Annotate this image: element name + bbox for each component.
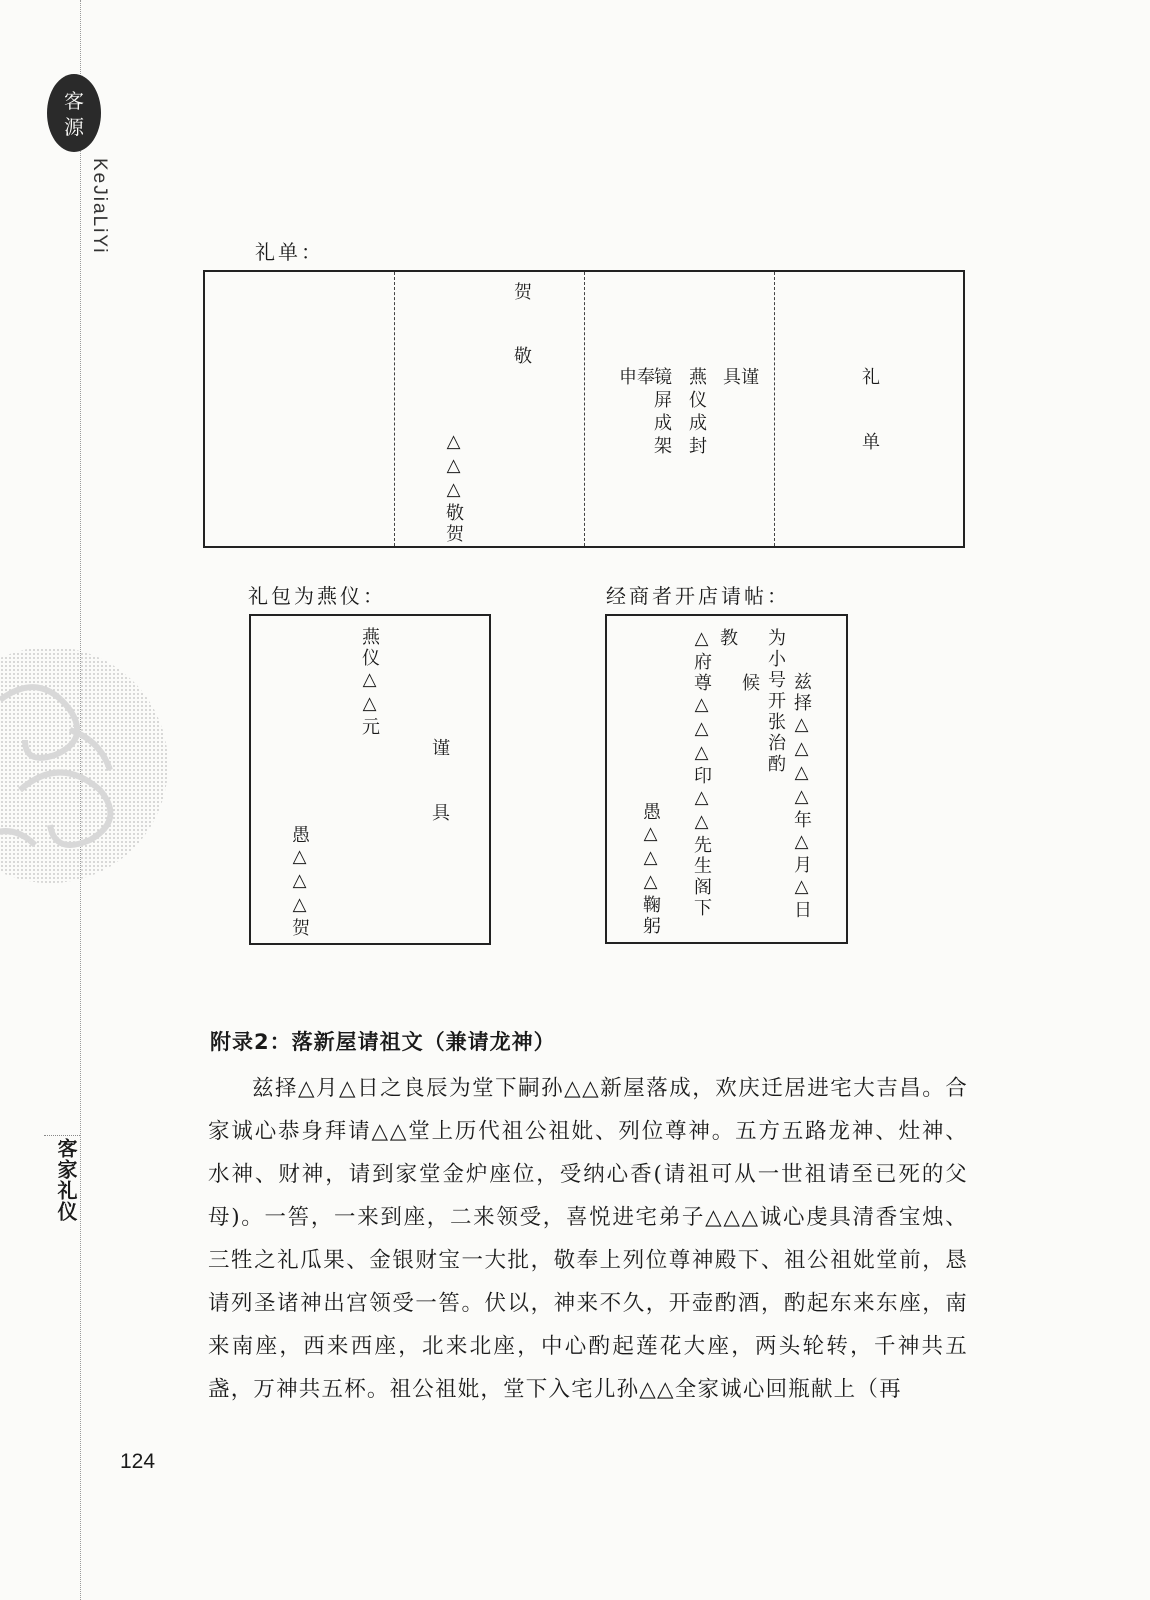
gift-list-line-fengshen: 奉申 (616, 367, 655, 431)
gift-list-divider-3 (774, 272, 775, 546)
side-title-rule (44, 1135, 80, 1136)
gift-packet-sender: 愚△△△贺 (289, 825, 310, 939)
gift-list-dan: 单 (859, 432, 880, 452)
gift-packet-jin: 谨 (429, 738, 450, 758)
gift-list-line-yanyi: 燕仪成封 (686, 367, 707, 459)
shop-invitation-hou: 候 (739, 673, 760, 693)
svg-text:客: 客 (64, 89, 84, 113)
gift-list-line-jingping: 镜屏成架 (651, 367, 672, 459)
shop-invitation-date-line: 兹择△△△△年△月△日 (791, 672, 812, 921)
gift-list-line-jinju: 谨具 (720, 367, 759, 431)
gift-packet-ju: 具 (429, 803, 450, 823)
gift-list-he: 贺 (511, 282, 532, 302)
gift-list-sender: △△△敬贺 (443, 431, 464, 545)
shop-invitation-addressee: △府尊△△△印△△先生阁下 (691, 628, 712, 919)
gift-packet-label: 礼包为燕仪： (248, 584, 386, 608)
shop-invitation-label: 经商者开店请帖： (606, 584, 790, 608)
gift-list-divider-2 (584, 272, 585, 546)
page-number: 124 (120, 1450, 156, 1473)
shop-invitation-sender: 愚△△△鞠躬 (640, 802, 661, 937)
appendix-paragraph: 兹择△月△日之良辰为堂下嗣孙△△新屋落成，欢庆迁居进宅大吉昌。合家诚心恭身拜请△△堂上历代祖公祖妣、列位尊神。五方五路龙神、灶神、水神、财神，请到家堂金炉座位，受纳心香(请祖可从一世祖请至已死的父母)。一筶，一来到座，二来领受，喜悦进宅弟子△△△诚心虔具清香宝烛、三牲之礼瓜果、金银财宝一大批，敬奉上列位尊神殿下、祖公祖妣堂前，恳请列圣诸神出宫领受一筶。伏以，神来不久，开壶酌酒，酌起东来东座，南来南座，西来西座，北来北座，中心酌起莲花大座，两头轮转，千神共五盏，万神共五杯。祖公祖妣，堂下入宅儿孙△△全家诚心回瓶献上（再 (208, 1076, 968, 1402)
appendix-heading: 附录2：落新屋请祖文（兼请龙神） (210, 1030, 556, 1054)
gift-list-label: 礼单： (255, 240, 324, 264)
gift-packet-amount: 燕仪△△元 (359, 627, 380, 738)
gift-list-li: 礼 (859, 367, 880, 387)
shop-invitation-opening-line: 为小号开张治酌 (765, 628, 786, 775)
shop-invitation-jiao: 教 (717, 628, 738, 648)
seal-logo (44, 72, 104, 154)
gift-list-jing: 敬 (511, 346, 532, 366)
side-book-title: 客家礼仪 (54, 1138, 78, 1222)
svg-text:源: 源 (64, 115, 84, 139)
cloud-ornament-image (0, 640, 170, 890)
gift-list-divider-1 (394, 272, 395, 546)
romanized-title: KeJiaLiYi (89, 158, 110, 255)
